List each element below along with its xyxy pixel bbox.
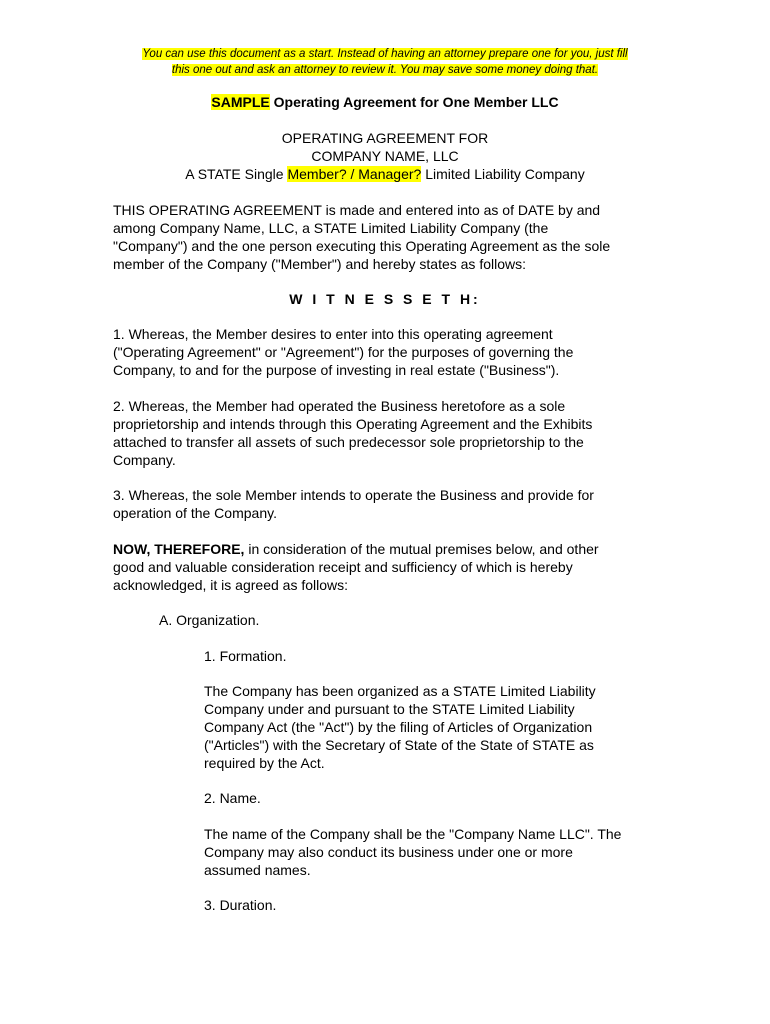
therefore-paragraph: NOW, THEREFORE, in consideration of the mutual premises below, and other good and valuable consideration receipt and sufficiency of which is hereby acknowledged, it is agreed as follows: xyxy=(113,541,599,593)
name-heading: 2. Name. xyxy=(204,790,261,806)
heading-line-2: COMPANY NAME, LLC xyxy=(311,148,459,164)
title-sample-label: SAMPLE xyxy=(211,94,270,110)
member-manager-highlight: Member? / Manager? xyxy=(287,166,422,182)
instruction-notice xyxy=(100,46,670,78)
notice-line-1: You can use this document as a start. Instead of having an attorney prepare one for you, just fill xyxy=(142,48,628,60)
heading-line-3 xyxy=(0,165,770,183)
whereas-2-paragraph: 2. Whereas, the Member had operated the Business heretofore as a sole proprietorship and intends through this Operating Agreement and the Exhibits attached to transfer all assets of such predecessor sole proprietorship to the Company. xyxy=(113,398,593,468)
heading-line-3-suffix: Limited Liability Company xyxy=(421,166,585,182)
document-title xyxy=(0,93,770,111)
duration-heading: 3. Duration. xyxy=(204,897,277,913)
name-paragraph: The name of the Company shall be the "Company Name LLC". The Company may also conduct its business under one or more assumed names. xyxy=(204,826,622,878)
whereas-3-paragraph: 3. Whereas, the sole Member intends to operate the Business and provide for operation of the Company. xyxy=(113,487,594,521)
heading-line-1: OPERATING AGREEMENT FOR xyxy=(281,130,489,146)
witnesseth-heading: W I T N E S S E T H: xyxy=(289,291,481,307)
notice-line-2: this one out and ask an attorney to review it. You may save some money doing that. xyxy=(171,64,599,76)
formation-paragraph: The Company has been organized as a STATE Limited Liability Company under and pursuant to the STATE Limited Liability Company Act (the "Act") by the filing of Articles of Organization ("Articles") with the Secretary of State of the State of STATE as required by the Act. xyxy=(204,683,596,771)
whereas-1-paragraph: 1. Whereas, the Member desires to enter into this operating agreement ("Operating Agreement" or "Agreement") for the purposes of governing the Company, to and for the purpose of investing in real estate ("Business"). xyxy=(113,326,574,378)
section-a-heading: A. Organization. xyxy=(159,612,260,628)
therefore-bold: NOW, THEREFORE, xyxy=(113,541,245,557)
title-text: Operating Agreement for One Member LLC xyxy=(269,94,559,110)
intro-paragraph: THIS OPERATING AGREEMENT is made and entered into as of DATE by and among Company Name, LLC, a STATE Limited Liability Company (the "Company") and the one person executing this Operating Agreement as the sole member of the Company ("Member") and hereby states as follows: xyxy=(113,202,611,272)
formation-heading: 1. Formation. xyxy=(204,648,287,664)
heading-line-3-prefix: A STATE Single xyxy=(185,166,288,182)
